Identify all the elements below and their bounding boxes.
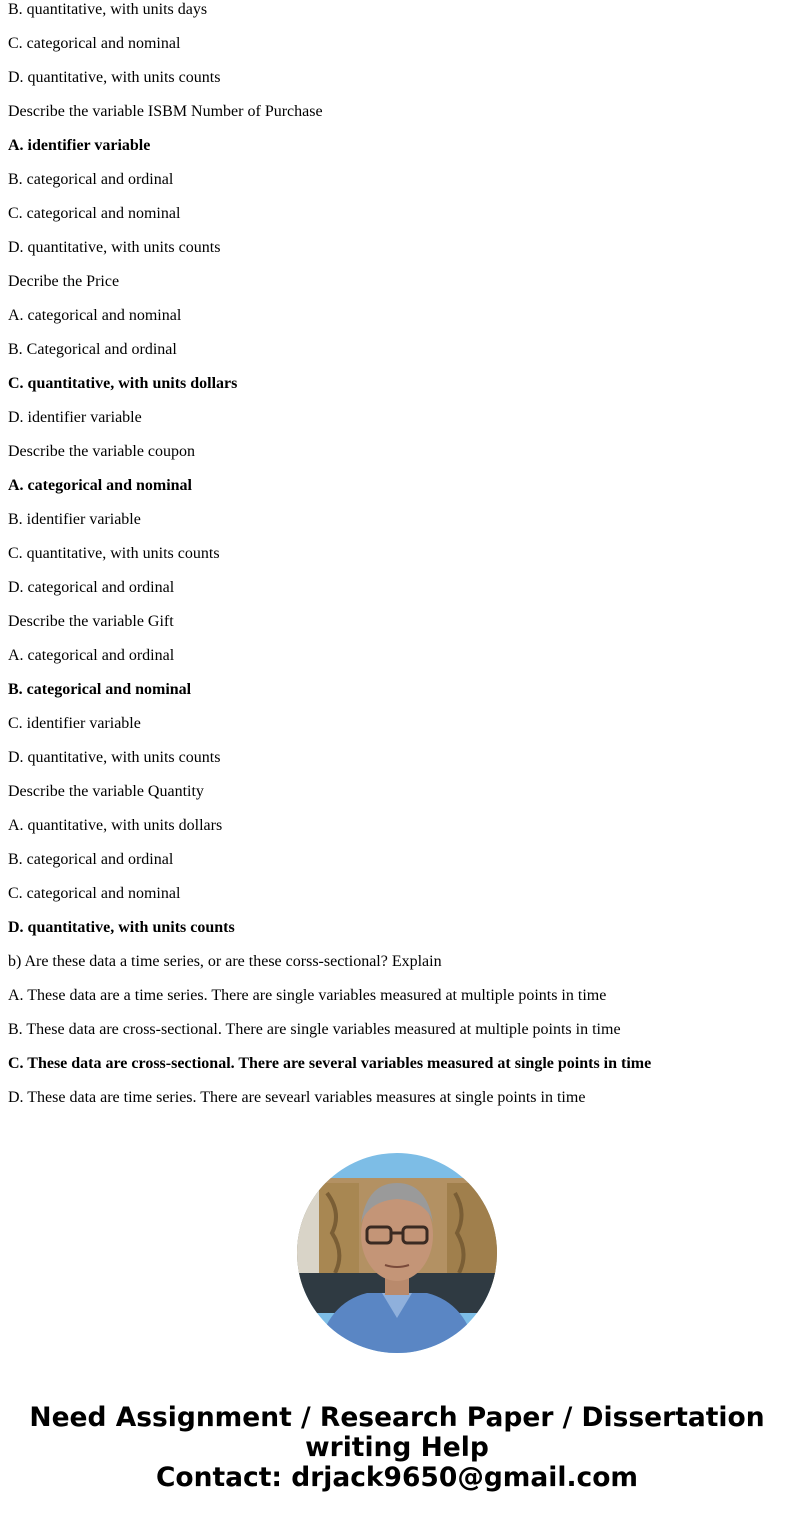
text-line: D. quantitative, with units counts xyxy=(8,69,221,86)
text-line: Describe the variable coupon xyxy=(8,443,196,460)
promo-line-3: Contact: drjack9650@gmail.com xyxy=(155,1462,639,1493)
author-portrait-image xyxy=(297,1153,497,1353)
promo-banner xyxy=(0,1403,794,1493)
text-line: Describe the variable Gift xyxy=(8,613,174,630)
text-line: b) Are these data a time series, or are these corss-sectional? Explain xyxy=(8,953,442,970)
question-text-block xyxy=(8,0,788,1122)
text-line: C. identifier variable xyxy=(8,715,141,732)
text-line: B. quantitative, with units days xyxy=(8,1,208,18)
text-line: B. Categorical and ordinal xyxy=(8,341,177,358)
answer-option-selected: C. These data are cross-sectional. There are several variables measured at single points in time xyxy=(8,1055,652,1072)
text-line: C. categorical and nominal xyxy=(8,35,181,52)
text-line: B. categorical and ordinal xyxy=(8,851,174,868)
text-line: Decribe the Price xyxy=(8,273,120,290)
answer-option-selected: D. quantitative, with units counts xyxy=(8,919,235,936)
text-line: C. categorical and nominal xyxy=(8,205,181,222)
text-line: C. quantitative, with units counts xyxy=(8,545,220,562)
text-line: D. quantitative, with units counts xyxy=(8,749,221,766)
text-line: B. categorical and ordinal xyxy=(8,171,174,188)
promo-line-2: writing Help xyxy=(305,1432,489,1463)
answer-option-selected: B. categorical and nominal xyxy=(8,681,192,698)
text-line: A. These data are a time series. There are single variables measured at multiple points in time xyxy=(8,987,607,1004)
text-line: A. categorical and ordinal xyxy=(8,647,175,664)
text-line: B. identifier variable xyxy=(8,511,141,528)
text-line: Describe the variable Quantity xyxy=(8,783,204,800)
text-line: C. categorical and nominal xyxy=(8,885,181,902)
text-line: B. These data are cross-sectional. There are single variables measured at multiple points in time xyxy=(8,1021,621,1038)
text-line: A. quantitative, with units dollars xyxy=(8,817,223,834)
text-line: D. categorical and ordinal xyxy=(8,579,175,596)
text-line: Describe the variable ISBM Number of Purchase xyxy=(8,103,323,120)
author-avatar xyxy=(297,1153,497,1353)
promo-line-1: Need Assignment / Research Paper / Dissertation xyxy=(29,1402,765,1433)
text-line: D. These data are time series. There are sevearl variables measures at single points in time xyxy=(8,1089,586,1106)
text-line: A. categorical and nominal xyxy=(8,307,182,324)
answer-option-selected: A. identifier variable xyxy=(8,137,151,154)
answer-option-selected: A. categorical and nominal xyxy=(8,477,192,494)
answer-option-selected: C. quantitative, with units dollars xyxy=(8,375,238,392)
text-line: D. quantitative, with units counts xyxy=(8,239,221,256)
text-line: D. identifier variable xyxy=(8,409,142,426)
